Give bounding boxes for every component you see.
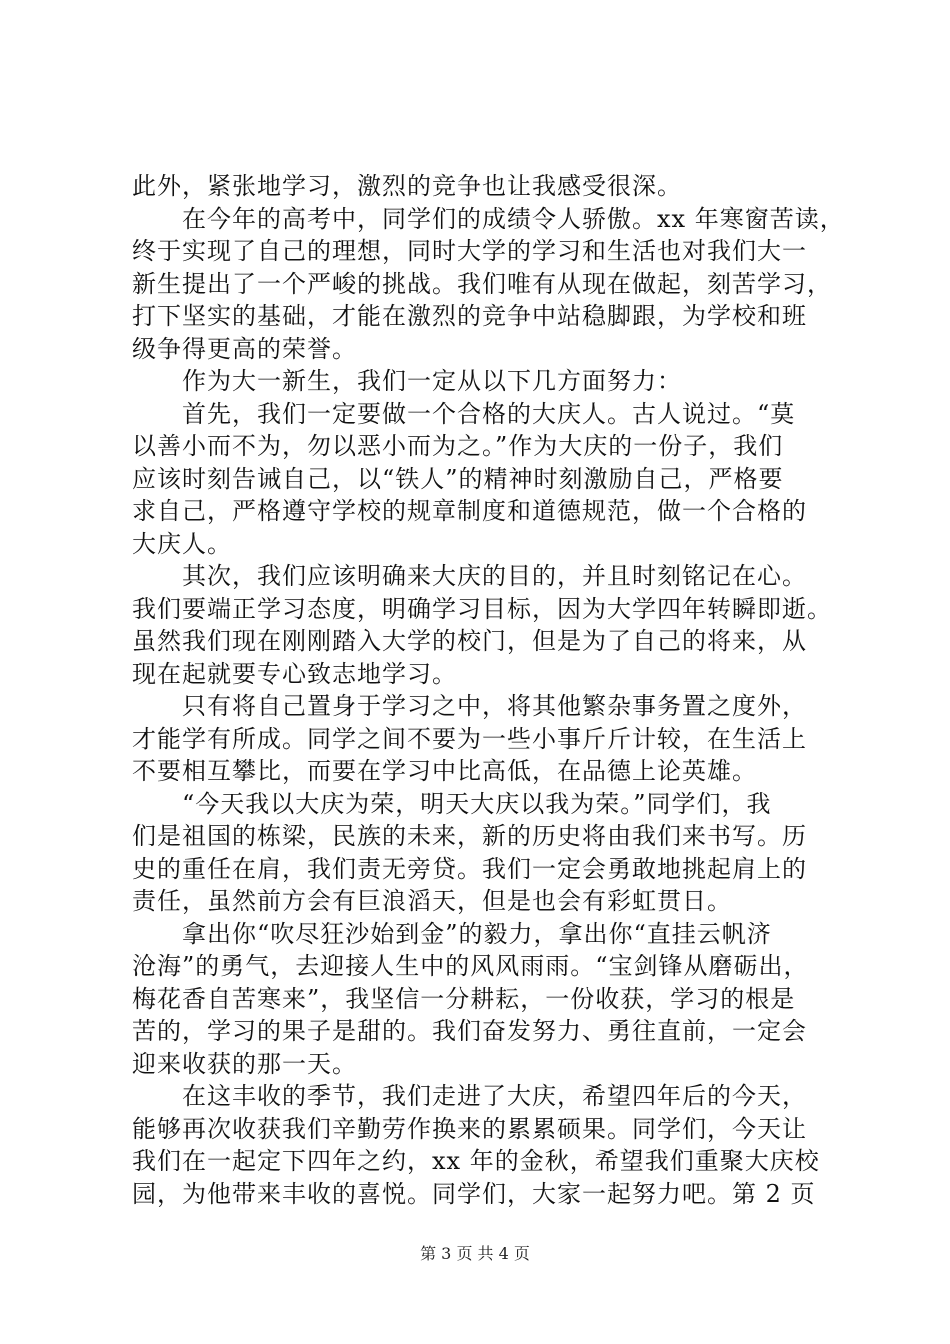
text-line: “今天我以大庆为荣，明天大庆以我为荣。”同学们，我 xyxy=(182,789,772,818)
text-line: 苦的，学习的果子是甜的。我们奋发努力、勇往直前，一定会 xyxy=(132,1017,807,1045)
text-line: 责任，虽然前方会有巨浪滔天，但是也会有彩虹贯日。 xyxy=(132,887,732,915)
text-line: 梅花香自苦寒来”，我坚信一分耕耘，一份收获，学习的根是 xyxy=(132,984,796,1013)
document-body xyxy=(132,170,845,1210)
text-line: 应该时刻告诫自己，以“铁人”的精神时刻激励自己，严格要 xyxy=(132,464,784,493)
text-line: 拿出你“吹尽狂沙始到金”的毅力，拿出你“直挂云帆济 xyxy=(182,919,772,948)
text-line: 求自己，严格遵守学校的规章制度和道德规范，做一个合格的 xyxy=(132,497,807,525)
text-line: 现在起就要专心致志地学习。 xyxy=(132,659,457,688)
text-line: 大庆人。 xyxy=(132,529,232,558)
text-line: 迎来收获的那一天。 xyxy=(132,1049,357,1078)
text-line: 在这丰收的季节，我们走进了大庆，希望四年后的今天， xyxy=(182,1082,807,1110)
page-footer: 第 3 页 共 4 页 xyxy=(420,1244,530,1263)
text-line: 其次，我们应该明确来大庆的目的，并且时刻铭记在心。 xyxy=(182,562,807,590)
text-line: 在今年的高考中，同学们的成绩令人骄傲。xx 年寒窗苦读， xyxy=(182,204,845,233)
text-line: 我们在一起定下四年之约，xx 年的金秋，希望我们重聚大庆校 xyxy=(132,1147,820,1175)
text-line: 首先，我们一定要做一个合格的大庆人。古人说过。“莫 xyxy=(182,399,796,428)
text-line: 园，为他带来丰收的喜悦。同学们，大家一起努力吧。第 2 页 xyxy=(132,1179,816,1208)
text-line: 虽然我们现在刚刚踏入大学的校门，但是为了自己的将来，从 xyxy=(132,627,807,655)
text-line: 们是祖国的栋梁，民族的未来，新的历史将由我们来书写。历 xyxy=(132,822,807,850)
text-line: 才能学有所成。同学之间不要为一些小事斤斤计较，在生活上 xyxy=(132,724,807,753)
text-line: 不要相互攀比，而要在学习中比高低，在品德上论英雄。 xyxy=(132,757,757,785)
text-line: 我们要端正学习态度，明确学习目标，因为大学四年转瞬即逝。 xyxy=(132,594,832,623)
text-line: 以善小而不为，勿以恶小而为之。”作为大庆的一份子，我们 xyxy=(132,432,784,460)
text-line: 终于实现了自己的理想，同时大学的学习和生活也对我们大一 xyxy=(132,237,807,265)
text-line: 作为大一新生，我们一定从以下几方面努力： xyxy=(182,367,682,395)
text-line: 级争得更高的荣誉。 xyxy=(132,334,357,363)
text-line: 新生提出了一个严峻的挑战。我们唯有从现在做起，刻苦学习， xyxy=(132,269,832,298)
text-line: 能够再次收获我们辛勤劳作换来的累累硕果。同学们，今天让 xyxy=(132,1114,807,1143)
text-line: 打下坚实的基础，才能在激烈的竞争中站稳脚跟，为学校和班 xyxy=(132,302,807,330)
text-line: 此外，紧张地学习，激烈的竞争也让我感受很深。 xyxy=(132,172,682,200)
text-line: 只有将自己置身于学习之中，将其他繁杂事务置之度外， xyxy=(182,692,807,720)
text-line: 沧海”的勇气，去迎接人生中的风风雨雨。“宝剑锋从磨砺出， xyxy=(132,952,809,980)
text-line: 史的重任在肩，我们责无旁贷。我们一定会勇敢地挑起肩上的 xyxy=(132,854,807,883)
